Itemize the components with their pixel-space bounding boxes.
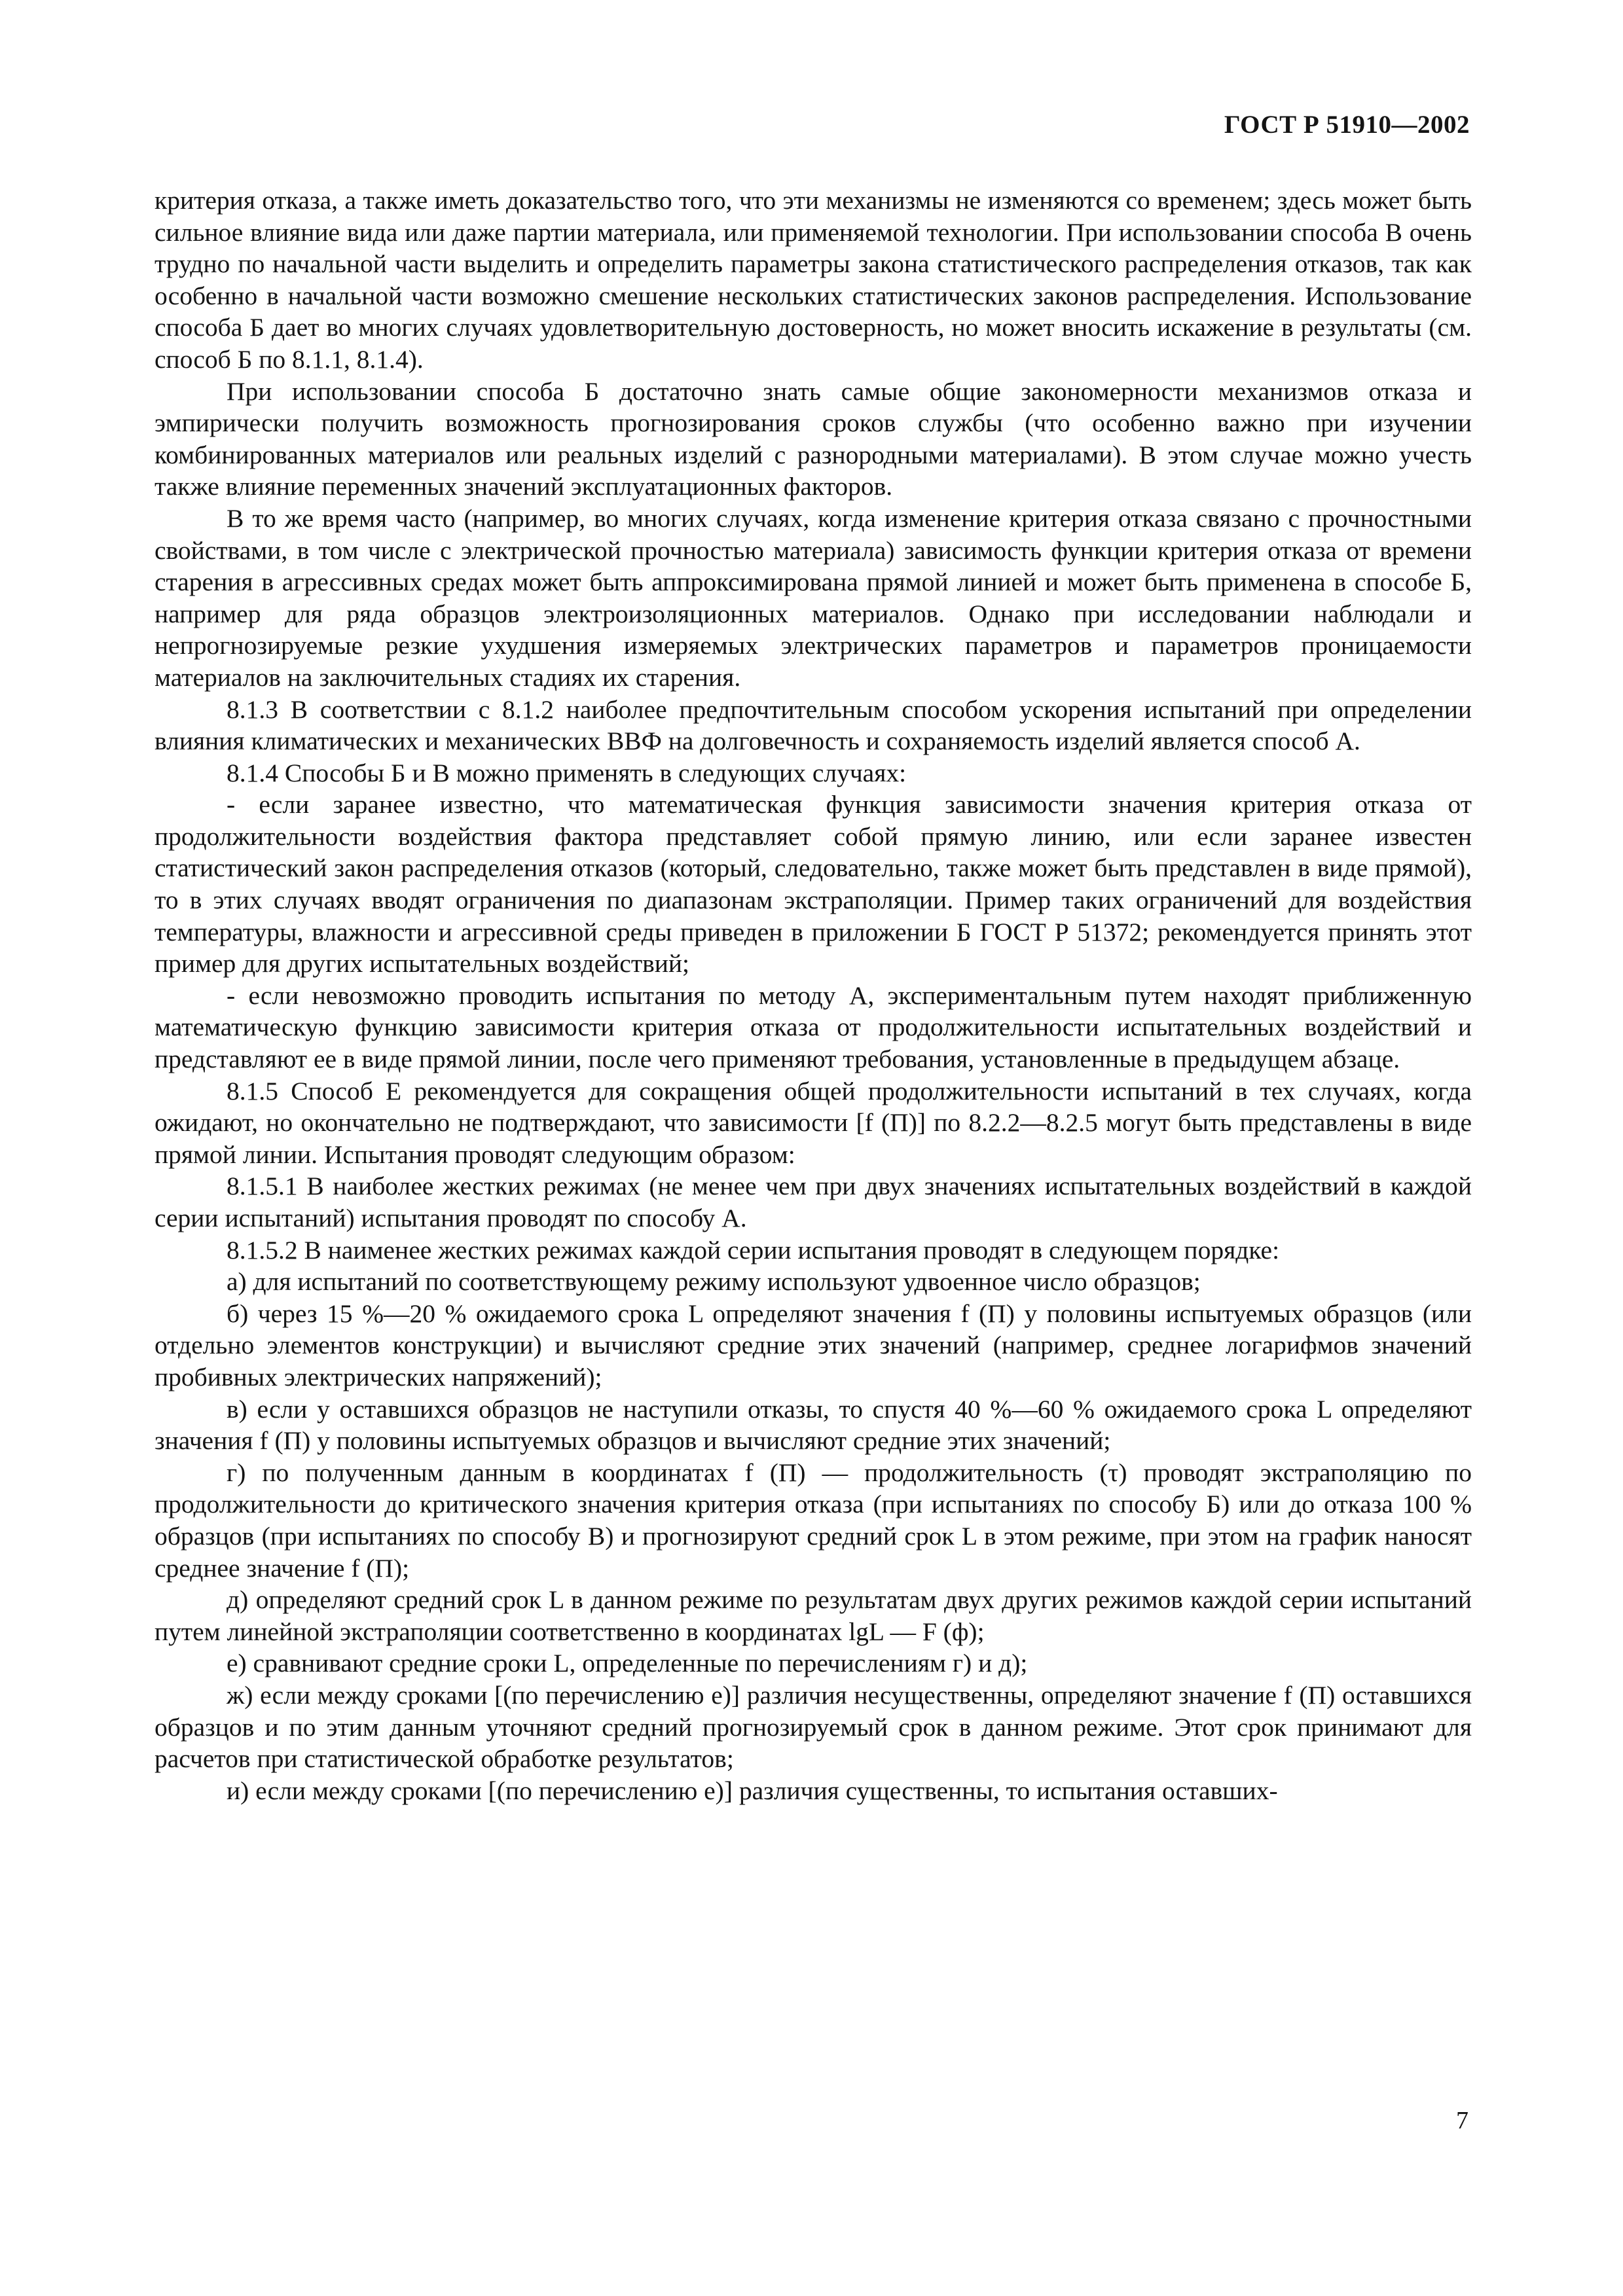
- clause-8-1-5-2: 8.1.5.2 В наименее жестких режимах каждой серии испытания проводят в следующем порядке:: [227, 1235, 1280, 1265]
- paragraph-method-b: При использовании способа Б достаточно знать самые общие закономерности механизмов отказа и эмпирически получить возможность прогнозирования сроков службы (что особенно важно при изучении комбинированных материалов или реальных изделий с разнородными материалами). В этом случае можно учесть также влияние переменных значений эксплуатационных факторов.: [155, 376, 1472, 501]
- list-item-e: е) сравнивают средние сроки L, определенные по перечислениям г) и д);: [227, 1649, 1028, 1678]
- page-number: 7: [1456, 2107, 1468, 2134]
- document-code-header: ГОСТ Р 51910—2002: [1224, 111, 1470, 139]
- list-item-dash-1: - если заранее известно, что математическая функция зависимости значения критерия отказа от продолжительности воздействия фактора представляет собой прямую линию, или если заранее известен статистический закон распределения отказов (который, следовательно, также может быть представлен в виде прямой), то в этих случаях вводят ограничения по диапазонам экстраполяции. Пример таких ограничений для воздействия температуры, влажности и агрессивной среды приведен в приложении Б ГОСТ Р 51372; рекомендуется принять этот пример для других испытательных воздействий;: [155, 790, 1472, 978]
- clause-8-1-3: 8.1.3 В соответствии с 8.1.2 наиболее предпочтительным способом ускорения испытаний при определении влияния климатических и механических ВВФ на долговечность и сохраняемость изделий является способ А.: [155, 694, 1472, 756]
- list-item-dash-2: - если невозможно проводить испытания по методу А, экспериментальным путем находят приближенную математическую функцию зависимости критерия отказа от продолжительности испытательных воздействий и представляют ее в виде прямой линии, после чего применяют требования, установленные в предыдущем абзаце.: [155, 980, 1472, 1074]
- paragraph-continuation: критерия отказа, а также иметь доказательство того, что эти механизмы не изменяются со временем; здесь может быть сильное влияние вида или даже партии материала, или применяемой технологии. При использовании способа В очень трудно по начальной части выделить и определить параметры закона статистического распределения отказов, так как особенно в начальной части возможно смешение нескольких статистических законов распределения. Использование способа Б дает во многих случаях удовлетворительную достоверность, но может вносить искажение в результаты (см. способ Б по 8.1.1, 8.1.4).: [155, 186, 1472, 374]
- clause-8-1-5-1: 8.1.5.1 В наиболее жестких режимах (не менее чем при двух значениях испытательных воздействий в каждой серии испытаний) испытания проводят по способу А.: [155, 1172, 1472, 1232]
- list-item-g: г) по полученным данным в координатах f (П) — продолжительность (τ) проводят экстраполяцию по продолжительности до критического значения критерия отказа (при испытаниях по способу Б) или до отказа 100 % образцов (при испытаниях по способу В) и прогнозируют средний срок L в этом режиме, при этом на график наносят среднее значение f (П);: [155, 1458, 1472, 1583]
- list-item-zh: ж) если между сроками [(по перечислению е)] различия несущественны, определяют значение f (П) оставшихся образцов и по этим данным уточняют средний прогнозируемый срок в данном режиме. Этот срок принимают для расчетов при статистической обработке результатов;: [155, 1680, 1472, 1774]
- paragraph-approximation: В то же время часто (например, во многих случаях, когда изменение критерия отказа связано с прочностными свойствами, в том числе с электрической прочностью материала) зависимость функции критерия отказа от времени старения в агрессивных средах может быть аппроксимирована прямой линией и может быть применена в способе Б, например для ряда образцов электроизоляционных материалов. Однако при исследовании наблюдали и непрогнозируемые резкие ухудшения измеряемых электрических параметров и параметров проницаемости материалов на заключительных стадиях их старения.: [155, 503, 1472, 692]
- list-item-a: а) для испытаний по соответствующему режиму используют удвоенное число образцов;: [227, 1267, 1201, 1297]
- list-item-d: д) определяют средний срок L в данном режиме по результатам двух других режимов каждой серии испытаний путем линейной экстраполяции соответственно в координатах lgL — F (ф);: [155, 1585, 1472, 1646]
- clause-8-1-4: 8.1.4 Способы Б и В можно применять в следующих случаях:: [227, 758, 907, 787]
- list-item-v: в) если у оставшихся образцов не наступили отказы, то спустя 40 %—60 % ожидаемого срока L определяют значения f (П) у половины испытуемых образцов и вычисляют средние этих значений;: [155, 1394, 1472, 1456]
- list-item-i: и) если между сроками [(по перечислению е)] различия существенны, то испытания оставших-: [227, 1776, 1278, 1805]
- list-item-b: б) через 15 %—20 % ожидаемого срока L определяют значения f (П) у половины испытуемых образцов (или отдельно элементов конструкции) и вычисляют средние этих значений (например, среднее логарифмов значений пробивных электрических напряжений);: [155, 1299, 1472, 1391]
- document-body: [155, 185, 1472, 1806]
- clause-8-1-5: 8.1.5 Способ Е рекомендуется для сокращения общей продолжительности испытаний в тех случаях, когда ожидают, но окончательно не подтверждают, что зависимости [f (П)] по 8.2.2—8.2.5 могут быть представлены в виде прямой линии. Испытания проводят следующим образом:: [155, 1076, 1472, 1169]
